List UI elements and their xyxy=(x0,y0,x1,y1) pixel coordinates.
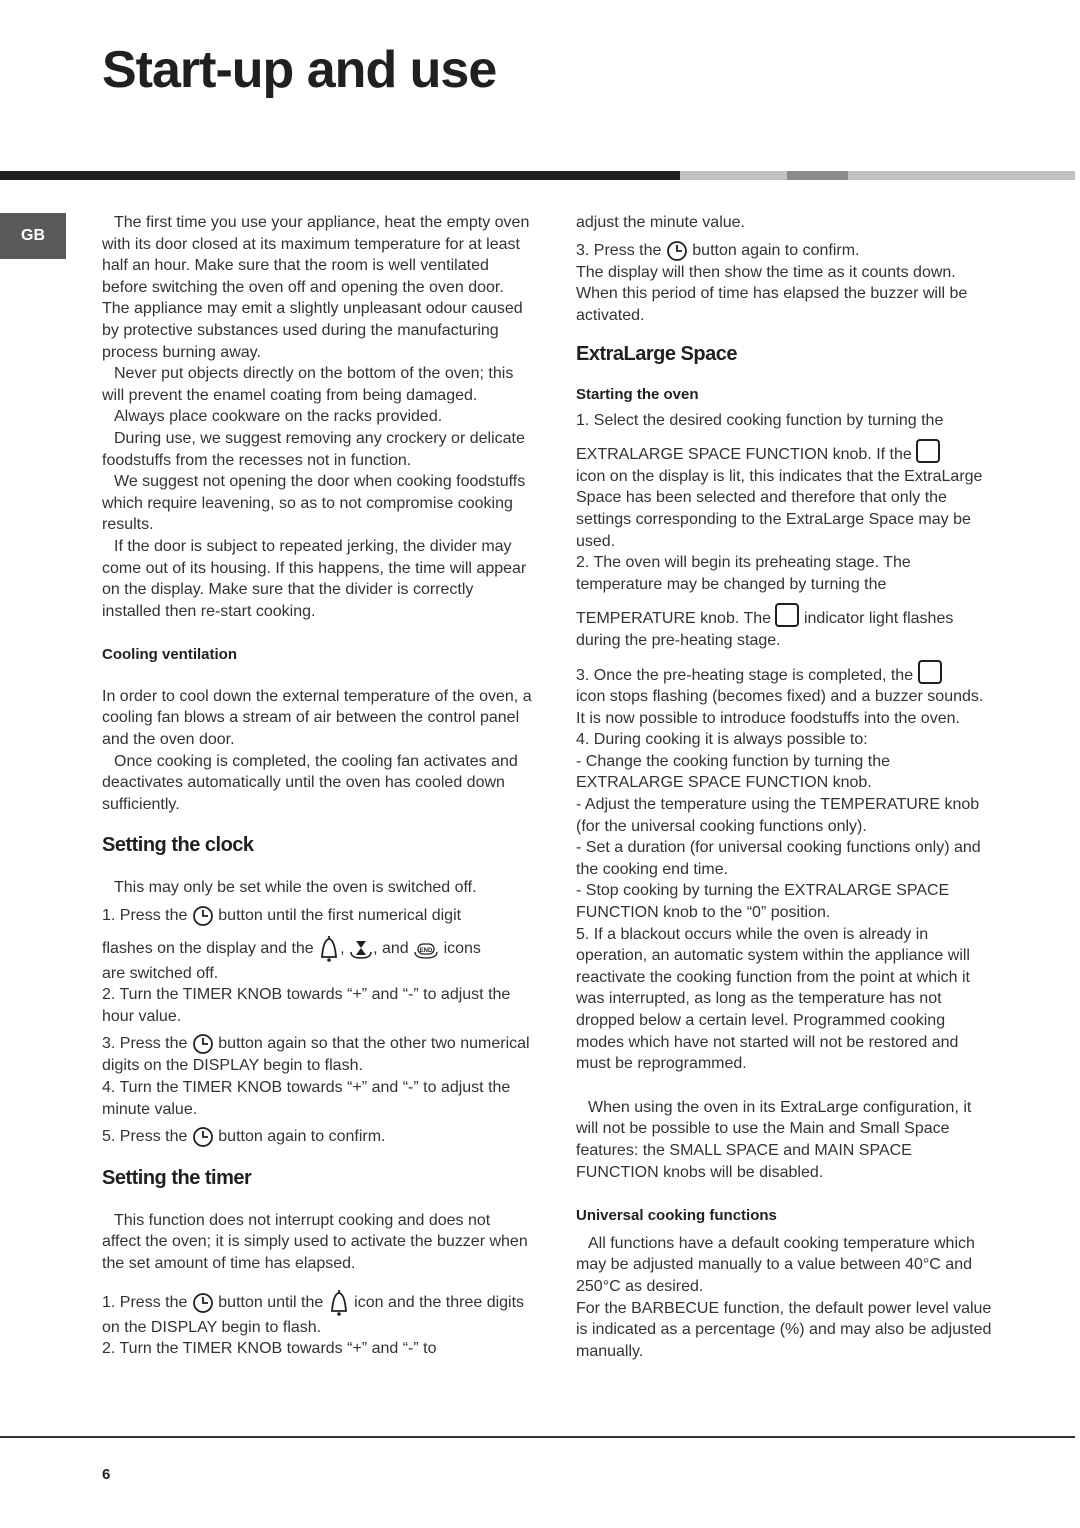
indicator-light-icon xyxy=(775,603,799,627)
header-rule xyxy=(0,171,1075,180)
step-text: 2. The oven will begin its preheating stage. The temperature may be changed by turning the xyxy=(576,554,911,593)
hourglass-icon xyxy=(349,938,373,960)
page-number: 6 xyxy=(102,1466,111,1483)
bullet-text: - Change the cooking function by turning the EXTRALARGE SPACE FUNCTION knob. xyxy=(576,752,890,792)
step-text: 5. If a blackout occurs while the oven is already in operation, an automatic system within the appliance will reactivate the cooking function from the point at which it was interrupted, as long as the temperature has not dropped below a certain level. Programmed cooking modes which have not started will not be restored and must be reprogrammed. xyxy=(576,925,970,1073)
timer-heading: Setting the timer xyxy=(102,1167,252,1190)
step-text: button until the first numerical digit xyxy=(218,906,462,924)
step-text: button again to confirm. xyxy=(218,1128,386,1146)
cooling-heading: Cooling ventilation xyxy=(102,646,237,664)
cooling-paragraph: Once cooking is completed, the cooling fan activates and deactivates automatically until the oven has cooled down sufficiently. xyxy=(102,752,518,813)
timer-paragraph: The display will then show the time as it counts down. When this period of time has elapsed the buzzer will be activated. xyxy=(576,263,968,324)
bell-icon xyxy=(318,935,340,963)
step-text: 3. Once the pre-heating stage is completed, the xyxy=(576,666,914,684)
step-text: EXTRALARGE SPACE FUNCTION knob. If the xyxy=(576,446,912,464)
bullet-text: - Set a duration (for universal cooking functions only) and the cooking end time. xyxy=(576,839,981,878)
intro-paragraph: The first time you use your appliance, heat the empty oven with its door closed at its maximum temperature for at least half an hour. Make sure that the room is well ventilated before switching the oven off and opening the oven door. The appliance may emit a slightly unpleasant odour caused by protective substances used during the manufacturing process burning away. xyxy=(102,214,530,361)
left-column xyxy=(102,212,532,1360)
language-tab: GB xyxy=(0,213,66,259)
step-text: 3. Press the xyxy=(102,1035,188,1053)
step-text: indicator light flashes xyxy=(803,610,954,628)
bullet-text: - Stop cooking by turning the EXTRALARGE SPACE FUNCTION knob to the “0” position. xyxy=(576,882,950,922)
universal-heading: Universal cooking functions xyxy=(576,1207,777,1225)
timer-intro: This function does not interrupt cooking and does not affect the oven; it is simply used to activate the buzzer when the set amount of time has elapsed. xyxy=(102,1211,528,1272)
clock-icon xyxy=(192,1292,214,1314)
right-column xyxy=(576,212,996,1362)
intro-paragraph: Never put objects directly on the bottom of the oven; this will prevent the enamel coating from being damaged. xyxy=(102,365,514,404)
comma: , xyxy=(340,939,345,957)
intro-paragraph: Always place cookware on the racks provided. xyxy=(114,408,443,426)
step-text: TEMPERATURE knob. The xyxy=(576,610,772,628)
extralarge-space-icon xyxy=(916,439,940,463)
clock-intro: This may only be set while the oven is switched off. xyxy=(114,879,477,897)
step-text: 1. Press the xyxy=(102,906,188,924)
bell-icon xyxy=(328,1289,350,1317)
starting-oven-subheading: Starting the oven xyxy=(576,385,699,403)
universal-paragraph: For the BARBECUE function, the default power level value is indicated as a percentage (%) and may also be adjusted manually. xyxy=(576,1299,992,1360)
step-text: flashes on the display and the xyxy=(102,939,314,957)
footer-rule xyxy=(0,1436,1075,1438)
step-text: button again to confirm. xyxy=(692,241,860,259)
step-text: 5. Press the xyxy=(102,1128,188,1146)
clock-icon xyxy=(192,1033,214,1055)
bullet-text: - Adjust the temperature using the TEMPERATURE knob (for the universal cooking functions only). xyxy=(576,796,980,835)
step-text: 4. During cooking it is always possible to: xyxy=(576,731,868,749)
step-text: during the pre-heating stage. xyxy=(576,631,781,649)
extralarge-heading: ExtraLarge Space xyxy=(576,343,737,366)
intro-paragraph: During use, we suggest removing any crockery or delicate foodstuffs from the recesses not in function. xyxy=(102,429,525,469)
svg-text:END: END xyxy=(419,947,433,954)
step-text: icon and the three digits on the DISPLAY begin to flash. xyxy=(102,1293,525,1336)
step-text: adjust the minute value. xyxy=(576,214,745,231)
intro-paragraph: We suggest not opening the door when cooking foodstuffs which require leavening, so as to not compromise cooking results. xyxy=(102,473,526,534)
step-text: , and xyxy=(373,939,409,957)
step-text: icon stops flashing (becomes fixed) and a buzzer sounds. It is now possible to introduce foodstuffs into the oven. xyxy=(576,688,984,727)
step-text: 4. Turn the TIMER KNOB towards “+” and “-” to adjust the minute value. xyxy=(102,1079,511,1118)
clock-icon xyxy=(192,905,214,927)
clock-icon xyxy=(192,1126,214,1148)
step-text: button until the xyxy=(218,1293,324,1311)
note-paragraph: When using the oven in its ExtraLarge configuration, it will not be possible to use the Main and Small Space features: the SMALL SPACE and MAIN SPACE FUNCTION knobs will be disabled. xyxy=(576,1098,972,1181)
universal-paragraph: All functions have a default cooking temperature which may be adjusted manually to a value between 40°C and 250°C as desired. xyxy=(576,1234,975,1295)
step-text: 2. Turn the TIMER KNOB towards “+” and “-” to adjust the hour value. xyxy=(102,986,511,1025)
step-text: button again so that the other two numerical digits on the DISPLAY begin to flash. xyxy=(102,1035,530,1075)
step-text: 1. Press the xyxy=(102,1293,188,1311)
clock-heading: Setting the clock xyxy=(102,834,254,857)
step-text: 2. Turn the TIMER KNOB towards “+” and “-” to xyxy=(102,1340,437,1358)
cooling-paragraph: In order to cool down the external temperature of the oven, a cooling fan blows a stream of air between the control panel and the oven door. xyxy=(102,687,532,749)
end-icon xyxy=(413,938,439,960)
step-text: icons xyxy=(443,939,481,957)
step-text: icon on the display is lit, this indicates that the ExtraLarge Space has been selected and therefore that only the settings corresponding to the ExtraLarge Space may be used. xyxy=(576,467,983,550)
page-title: Start-up and use xyxy=(102,41,497,99)
intro-paragraph: If the door is subject to repeated jerking, the divider may come out of its housing. If this happens, the time will appear on the display. Make sure that the divider is correctly installed then re-start cooking. xyxy=(102,537,527,620)
preheat-icon xyxy=(918,660,942,684)
step-text: 1. Select the desired cooking function by turning the xyxy=(576,411,944,429)
step-text: 3. Press the xyxy=(576,241,662,259)
clock-icon xyxy=(666,240,688,262)
step-text: are switched off. xyxy=(102,964,219,982)
